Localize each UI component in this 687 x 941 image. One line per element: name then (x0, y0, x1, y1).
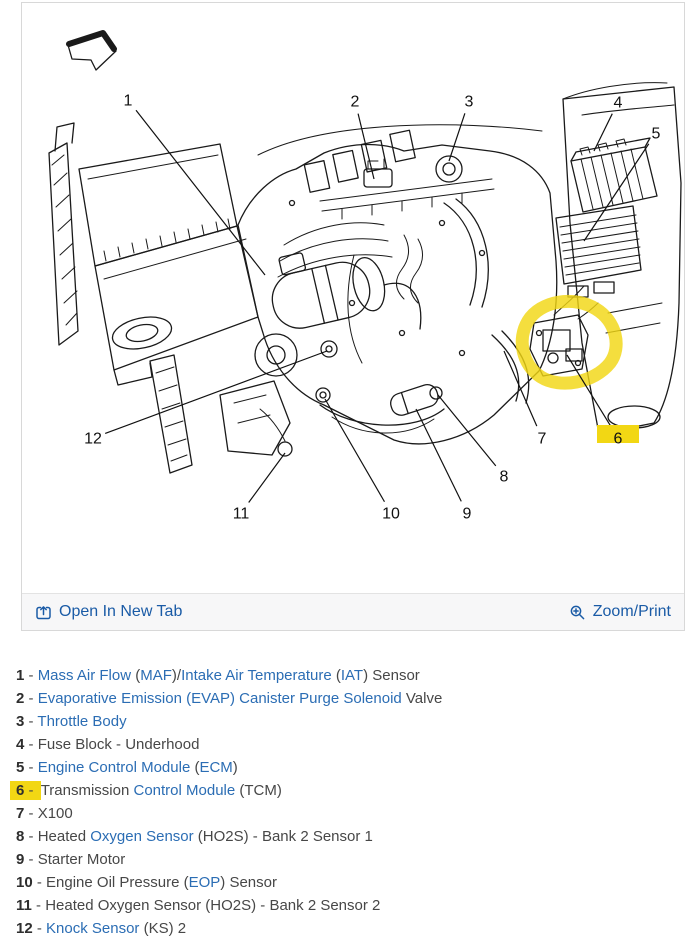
legend-number-9: 9 - (16, 851, 38, 868)
callout-number-1: 1 (123, 92, 133, 110)
legend-number-3: 3 - (16, 713, 38, 730)
callout-leader-10 (325, 399, 384, 502)
legend-number-4: 4 - (16, 736, 38, 753)
legend-text: (HO2S) - Bank 2 Sensor 1 (193, 828, 373, 845)
legend-text: Starter Motor (37, 851, 126, 868)
callout-leader-9 (416, 409, 461, 501)
legend-link[interactable]: ECM (199, 759, 233, 776)
legend-text: Heated Oxygen Sensor (HO2S) - Bank 2 Sensor 2 (45, 897, 381, 914)
legend-number-8: 8 - (16, 828, 38, 845)
legend-number-5: 5 - (16, 759, 38, 776)
viewer-toolbar (22, 593, 684, 630)
legend-text: ( (131, 667, 141, 684)
callout-number-2: 2 (350, 93, 360, 111)
zoom-print-label: Zoom/Print (592, 603, 671, 620)
open-in-new-tab-label: Open In New Tab (59, 603, 183, 620)
legend-text: ( (190, 759, 200, 776)
callout-number-7: 7 (537, 430, 547, 448)
open-in-new-tab-link[interactable] (35, 603, 182, 621)
legend-text: Fuse Block - Underhood (37, 736, 200, 753)
legend-link[interactable]: Throttle Body (37, 713, 127, 730)
callout-number-11: 11 (232, 505, 250, 523)
legend-row-10 (16, 871, 687, 894)
legend-text: Engine Oil Pressure ( (46, 874, 189, 891)
legend-row-7 (16, 802, 687, 825)
legend-text: ) (232, 759, 238, 776)
callout-number-12: 12 (84, 430, 102, 448)
callout-number-9: 9 (462, 505, 472, 523)
legend-link[interactable]: Knock Sensor (46, 920, 140, 937)
callout-leader-1 (136, 110, 265, 275)
legend-text: Heated (37, 828, 91, 845)
legend-link[interactable]: Control Module (133, 782, 236, 799)
callout-number-4: 4 (613, 94, 623, 112)
legend-text: (TCM) (235, 782, 282, 799)
legend-link[interactable]: Intake Air Temperature (181, 667, 332, 684)
legend-row-12 (16, 917, 687, 940)
legend-link[interactable]: EOP (188, 874, 221, 891)
legend-number-11: 11 - (16, 897, 46, 914)
legend-row-6 (16, 779, 687, 802)
legend-link[interactable]: Engine Control Module (37, 759, 191, 776)
legend-row-9 (16, 848, 687, 871)
legend-text: ( (331, 667, 341, 684)
engine-diagram (22, 3, 684, 593)
legend-text: Valve (401, 690, 443, 707)
legend-row-11 (16, 894, 687, 917)
legend-text: Transmission (40, 782, 134, 799)
callout-leader-12 (105, 351, 327, 433)
legend-number-6: 6 - (10, 781, 41, 800)
component-legend (16, 664, 687, 940)
legend-link[interactable]: Evaporative Emission (EVAP) Canister Purge Solenoid (37, 690, 402, 707)
diagram-viewer (21, 2, 685, 631)
legend-number-10: 10 - (16, 874, 47, 891)
callout-number-8: 8 (499, 468, 509, 486)
legend-number-12: 12 - (16, 920, 47, 937)
callout-leader-8 (438, 395, 496, 466)
direction-arrow-icon (68, 32, 116, 70)
legend-row-8 (16, 825, 687, 848)
zoom-print-link[interactable] (569, 603, 671, 621)
callout-number-6: 6 (613, 430, 623, 448)
legend-link[interactable]: Oxygen Sensor (90, 828, 194, 845)
callout-number-10: 10 (382, 505, 400, 523)
legend-row-2 (16, 687, 687, 710)
callout-number-5: 5 (651, 125, 661, 143)
open-in-new-tab-icon (35, 604, 52, 621)
legend-text: )/ (171, 667, 182, 684)
legend-link[interactable]: IAT (340, 667, 364, 684)
legend-text: (KS) 2 (139, 920, 187, 937)
legend-text: ) Sensor (220, 874, 277, 891)
legend-row-4 (16, 733, 687, 756)
legend-text: X100 (37, 805, 73, 822)
legend-link[interactable]: MAF (140, 667, 172, 684)
legend-row-5 (16, 756, 687, 779)
magnifier-plus-icon (569, 604, 586, 621)
callout-leader-3 (449, 113, 465, 161)
legend-text: ) Sensor (363, 667, 420, 684)
legend-row-3 (16, 710, 687, 733)
legend-row-1 (16, 664, 687, 687)
legend-link[interactable]: Mass Air Flow (37, 667, 132, 684)
legend-number-7: 7 - (16, 805, 38, 822)
callout-number-3: 3 (464, 93, 474, 111)
legend-number-1: 1 - (16, 667, 38, 684)
callout-leader-11 (249, 453, 285, 503)
legend-number-2: 2 - (16, 690, 38, 707)
